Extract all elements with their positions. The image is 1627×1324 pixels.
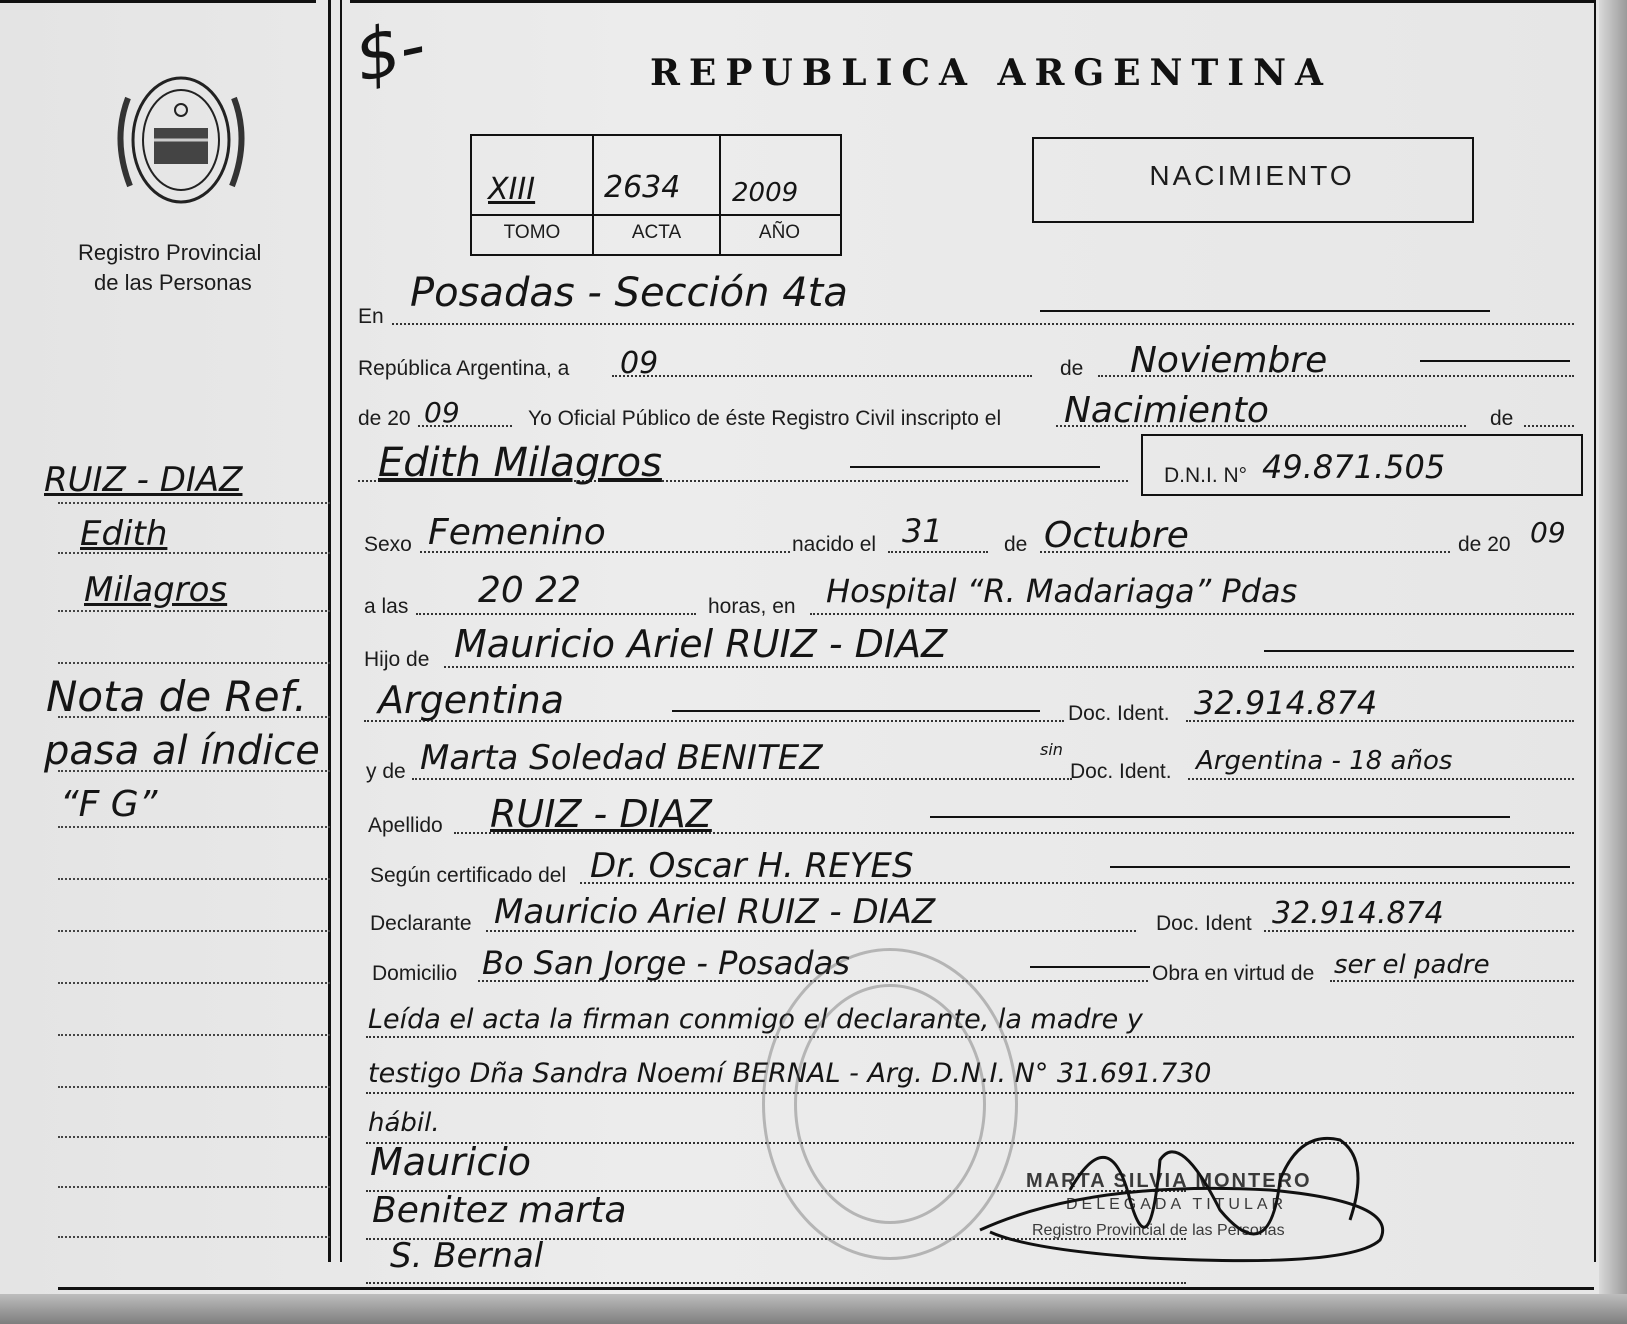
label-domicilio: Domicilio: [372, 962, 458, 985]
label-sexo: Sexo: [364, 533, 412, 556]
margin-line: [58, 1034, 330, 1036]
label-de: de: [1060, 357, 1084, 380]
line-obra: [1330, 980, 1574, 982]
margin-line: [58, 610, 330, 612]
label-de-20-nac: de 20: [1458, 533, 1511, 556]
margin-line: [58, 1136, 330, 1138]
label-de-20: de 20: [358, 407, 411, 430]
registrar-office: Registro Provincial de las Personas: [1032, 1222, 1285, 1239]
label-segun: Según certificado del: [370, 864, 567, 887]
value-declarante-doc: 32.914.874: [1272, 896, 1444, 931]
label-de-2: de: [1490, 407, 1514, 430]
signature-father: Mauricio: [370, 1140, 532, 1184]
registrar-role: DELEGADA TITULAR: [1066, 1196, 1288, 1213]
value-sexo: Femenino: [428, 512, 606, 553]
province-seal-icon: [108, 68, 254, 218]
official-round-stamp-inner: [794, 984, 986, 1224]
value-hora: 20 22: [478, 570, 582, 611]
value-obra: ser el padre: [1334, 950, 1490, 980]
margin-line: [58, 502, 330, 504]
value-apellido: RUIZ - DIAZ: [490, 792, 712, 836]
value-lugar-nac: Hospital “R. Madariaga” Pdas: [826, 572, 1298, 610]
label-doc-ident-madre: Doc. Ident.: [1070, 760, 1172, 783]
inner-frame-line: [340, 0, 342, 1262]
line-lugar-nac: [810, 613, 1574, 615]
fill-stroke: [1264, 650, 1574, 652]
margin-line: [58, 1086, 330, 1088]
value-obs2: testigo Dña Sandra Noemí BERNAL - Arg. D.N.I. N° 31.691.730: [368, 1058, 1212, 1089]
value-padre-nac: Argentina: [378, 678, 565, 722]
label-doc-ident: Doc. Ident.: [1068, 702, 1170, 725]
margin-line: [58, 826, 330, 828]
value-dia-nac: 31: [902, 512, 943, 550]
line-madre-nac: [1188, 778, 1574, 780]
line-en: [392, 323, 1574, 325]
line-dia-nac: [888, 551, 988, 553]
value-acto: Nacimiento: [1064, 390, 1269, 431]
fill-stroke: [850, 466, 1100, 468]
value-madre-nac: Argentina - 18 años: [1196, 746, 1453, 776]
left-frame-line: [328, 0, 331, 1262]
anio-value: 2009: [732, 178, 799, 208]
top-frame-line-left: [0, 0, 316, 3]
fill-stroke: [930, 816, 1510, 818]
acta-label: ACTA: [631, 222, 682, 243]
label-a-las: a las: [364, 595, 409, 618]
record-table-row-divider: [470, 214, 840, 216]
margin-line: [58, 930, 330, 932]
document-title: REPUBLICA ARGENTINA: [650, 52, 1332, 94]
fill-stroke: [1110, 866, 1570, 868]
tomo-label: TOMO: [503, 222, 561, 243]
margin-note-line1: Nota de Ref.: [46, 672, 307, 721]
signature-mother: Benitez marta: [372, 1190, 627, 1231]
margin-line: [58, 1236, 330, 1238]
fill-stroke: [672, 710, 1040, 712]
value-mes-nac: Octubre: [1044, 515, 1189, 556]
line-firma3: [366, 1282, 1186, 1284]
anio-label: AÑO: [758, 222, 801, 243]
registrar-signature-icon: [970, 1120, 1420, 1270]
label-horas-en: horas, en: [708, 595, 796, 618]
label-hijo-de: Hijo de: [364, 648, 430, 671]
margin-line: [58, 878, 330, 880]
value-padre: Mauricio Ariel RUIZ - DIAZ: [454, 622, 948, 666]
tomo-value: XIII: [488, 172, 536, 207]
margin-note-line3: “F G”: [60, 784, 158, 825]
margin-line: [58, 1186, 330, 1188]
value-padre-doc: 32.914.874: [1194, 684, 1378, 722]
line-madre: [412, 778, 1072, 780]
acta-value: 2634: [604, 170, 681, 205]
right-frame-line: [1594, 0, 1596, 1262]
label-doc-ident-declarante: Doc. Ident: [1156, 912, 1252, 935]
handwritten-top-annotation: $-: [347, 3, 433, 99]
margin-name1: Edith: [80, 514, 168, 554]
fill-stroke: [1040, 310, 1490, 312]
value-mes: Noviembre: [1130, 340, 1328, 381]
line-padre: [444, 666, 1574, 668]
margin-name2: Milagros: [84, 570, 228, 610]
label-obra: Obra en virtud de: [1152, 962, 1315, 985]
bottom-frame-line: [58, 1287, 1594, 1290]
value-lugar: Posadas - Sección 4ta: [410, 270, 848, 316]
value-dni: 49.871.505: [1262, 448, 1446, 486]
value-domicilio: Bo San Jorge - Posadas: [482, 944, 850, 982]
value-madre: Marta Soledad BENITEZ: [420, 738, 823, 778]
value-obs1: Leída el acta la firman conmigo el declarante, la madre y: [368, 1004, 1143, 1035]
label-dni: D.N.I. N°: [1164, 464, 1248, 487]
margin-line: [58, 662, 330, 664]
fill-stroke: [1030, 966, 1150, 968]
fill-stroke: [1420, 360, 1570, 362]
value-obs3: hábil.: [368, 1108, 440, 1138]
margin-note-line2: pasa al índice: [44, 728, 320, 774]
registrar-name: MARTA SILVIA MONTERO: [1026, 1170, 1312, 1192]
label-de-mes-nac: de: [1004, 533, 1028, 556]
registry-name-line2: de las Personas: [94, 270, 252, 295]
registry-name-line1: Registro Provincial: [78, 240, 262, 265]
margin-surname: RUIZ - DIAZ: [44, 460, 243, 500]
value-madre-doc-note: sin: [1040, 740, 1063, 759]
value-declarante: Mauricio Ariel RUIZ - DIAZ: [494, 892, 936, 932]
line-hora: [416, 613, 696, 615]
top-frame-line: [350, 0, 1594, 3]
value-dia: 09: [620, 346, 659, 381]
line-dia: [612, 375, 1032, 377]
document-type: NACIMIENTO: [1149, 160, 1355, 191]
label-declarante: Declarante: [370, 912, 472, 935]
margin-line: [58, 982, 330, 984]
label-republica: República Argentina, a: [358, 357, 570, 380]
value-anio: 09: [424, 396, 460, 429]
page-edge-bottom: [0, 1294, 1627, 1324]
signature-witness: S. Bernal: [390, 1236, 544, 1276]
label-apellido: Apellido: [368, 814, 443, 837]
label-nacido-el: nacido el: [792, 533, 877, 556]
line-de: [1524, 425, 1574, 427]
label-yo-oficial: Yo Oficial Público de éste Registro Civil inscripto el: [528, 407, 1002, 430]
label-en: En: [358, 305, 384, 328]
label-y-de: y de: [366, 760, 406, 783]
value-anio-nac: 09: [1530, 516, 1566, 549]
value-nombre: Edith Milagros: [378, 440, 662, 486]
page-edge-right: [1599, 0, 1627, 1324]
value-certificado: Dr. Oscar H. REYES: [590, 846, 914, 886]
